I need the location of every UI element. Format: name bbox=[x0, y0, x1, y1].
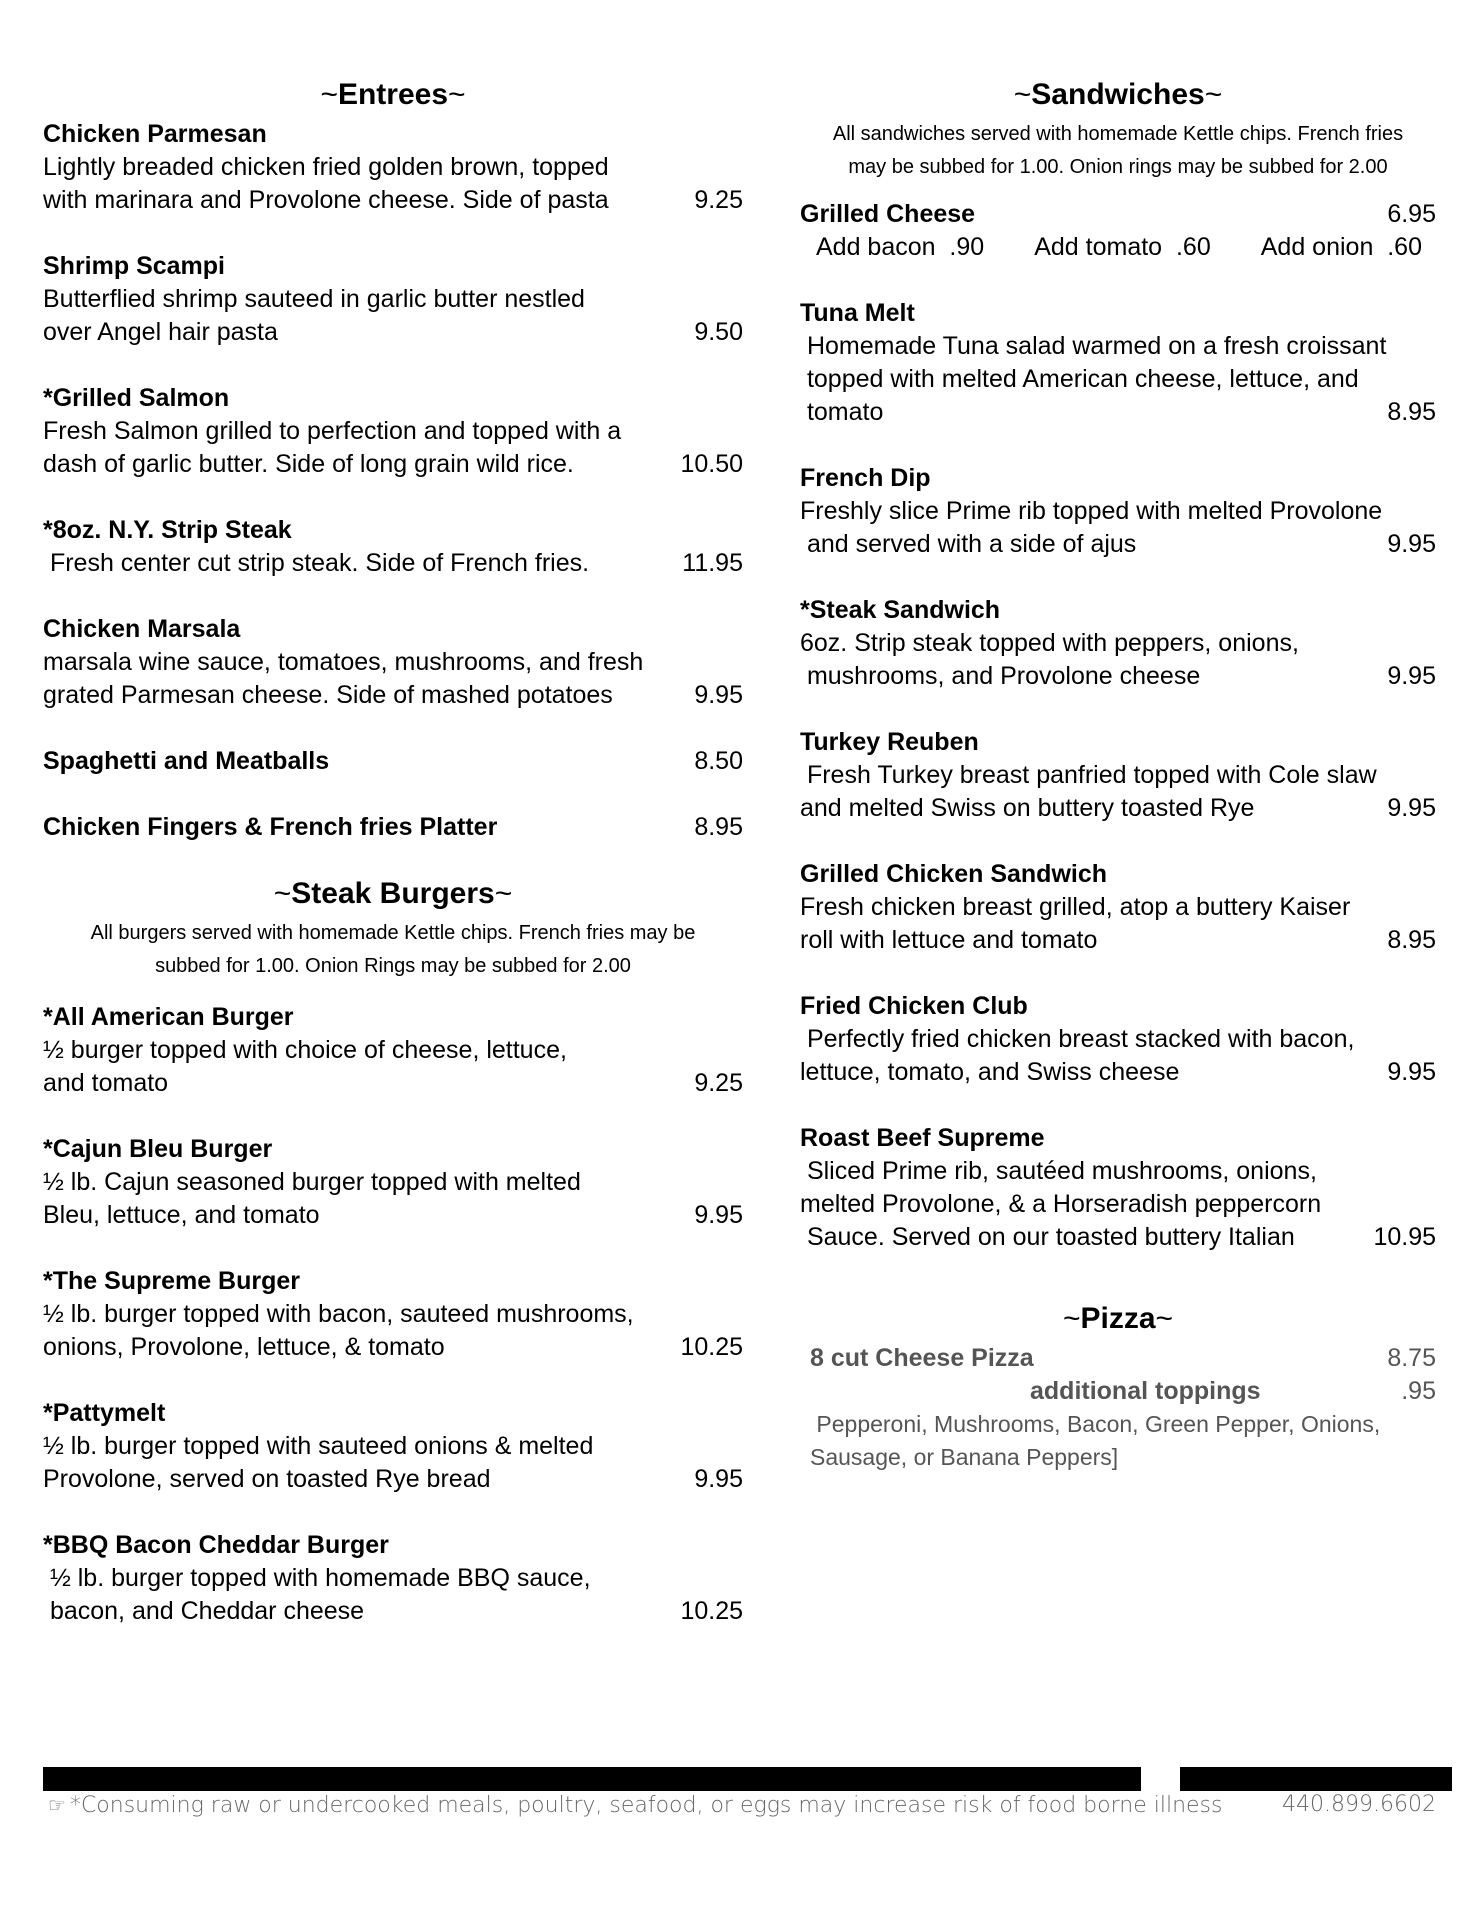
item-name: *All American Burger bbox=[43, 1003, 294, 1031]
item-price: 10.95 bbox=[1373, 1223, 1436, 1251]
item-name: Fried Chicken Club bbox=[800, 992, 1028, 1020]
item-description: Provolone, served on toasted Rye bread bbox=[43, 1465, 491, 1493]
item-description: 6oz. Strip steak topped with peppers, onions, bbox=[800, 629, 1299, 657]
item-description: Sliced Prime rib, sautéed mushrooms, onions, bbox=[800, 1157, 1317, 1185]
item-name: Turkey Reuben bbox=[800, 728, 979, 756]
item-description: marsala wine sauce, tomatoes, mushrooms, and fresh bbox=[43, 648, 644, 676]
item-description: Fresh Salmon grilled to perfection and topped with a bbox=[43, 417, 622, 445]
item-price: 9.50 bbox=[694, 318, 743, 346]
item-price: 8.95 bbox=[1387, 926, 1436, 954]
item-name: Shrimp Scampi bbox=[43, 252, 225, 280]
footer-bar-left bbox=[43, 1767, 1141, 1791]
item-description: onions, Provolone, lettuce, & tomato bbox=[43, 1333, 445, 1361]
note-line: subbed for 1.00. Onion Rings may be subbed for 2.00 bbox=[155, 955, 631, 977]
menu-item bbox=[800, 297, 1436, 429]
entrees-list bbox=[43, 118, 743, 844]
item-description: and served with a side of ajus bbox=[800, 530, 1137, 558]
note-line: All sandwiches served with homemade Kettle chips. French fries bbox=[832, 123, 1404, 145]
item-description: ½ lb. burger topped with bacon, sauteed mushrooms, bbox=[43, 1300, 634, 1328]
item-price: 10.25 bbox=[680, 1333, 743, 1361]
pizza-item bbox=[800, 1342, 1436, 1474]
pizza-title: ~Pizza~ bbox=[1062, 1302, 1174, 1335]
item-price: 11.95 bbox=[682, 549, 743, 577]
item-description: ½ lb. burger topped with homemade BBQ sauce, bbox=[43, 1564, 591, 1592]
item-name: Grilled Cheese bbox=[800, 200, 976, 228]
pointing-hand-icon: ☞ bbox=[48, 1793, 66, 1817]
item-description: and tomato bbox=[43, 1069, 169, 1097]
item-price: 9.95 bbox=[694, 681, 743, 709]
menu-item bbox=[800, 990, 1436, 1089]
item-description: bacon, and Cheddar cheese bbox=[43, 1597, 365, 1625]
item-name: Chicken Marsala bbox=[43, 615, 241, 643]
item-name: Tuna Melt bbox=[800, 299, 915, 327]
item-description: melted Provolone, & a Horseradish peppercorn bbox=[800, 1190, 1322, 1218]
item-name: *Cajun Bleu Burger bbox=[43, 1135, 273, 1163]
item-price: 9.95 bbox=[694, 1201, 743, 1229]
sandwiches-title: ~Sandwiches~ bbox=[1013, 78, 1223, 111]
item-name: *Grilled Salmon bbox=[43, 384, 230, 412]
item-price: 10.50 bbox=[680, 450, 743, 478]
footer-bar-right bbox=[1180, 1767, 1452, 1791]
item-name: *The Supreme Burger bbox=[43, 1267, 301, 1295]
item-price: 6.95 bbox=[1387, 200, 1436, 228]
item-description: Freshly slice Prime rib topped with melted Provolone bbox=[800, 497, 1383, 525]
item-description: Homemade Tuna salad warmed on a fresh croissant bbox=[800, 332, 1387, 360]
item-price: 9.95 bbox=[1387, 1058, 1436, 1086]
item-price: 9.95 bbox=[1387, 530, 1436, 558]
item-name: Grilled Chicken Sandwich bbox=[800, 860, 1108, 888]
item-name: French Dip bbox=[800, 464, 931, 492]
addon-tomato: Add tomato .60 bbox=[1034, 233, 1211, 261]
item-description: grated Parmesan cheese. Side of mashed potatoes bbox=[43, 681, 613, 709]
menu-item bbox=[43, 382, 743, 481]
item-description: and melted Swiss on buttery toasted Rye bbox=[800, 794, 1255, 822]
menu-item bbox=[800, 462, 1436, 561]
item-description: Butterflied shrimp sauteed in garlic butter nestled bbox=[43, 285, 585, 313]
menu-item bbox=[800, 1122, 1436, 1254]
item-description: Perfectly fried chicken breast stacked with bacon, bbox=[800, 1025, 1355, 1053]
footer-disclaimer bbox=[48, 1790, 1222, 1821]
menu-item bbox=[43, 811, 743, 844]
toppings-price: .95 bbox=[1401, 1377, 1436, 1405]
menu-item bbox=[43, 1265, 743, 1364]
item-price: 9.25 bbox=[694, 1069, 743, 1097]
footer-phone: 440.899.6602 bbox=[1282, 1792, 1436, 1817]
disclaimer-text: *Consuming raw or undercooked meals, poultry, seafood, or eggs may increase risk of food borne illness bbox=[69, 1793, 1223, 1818]
burgers-title: ~Steak Burgers~ bbox=[273, 877, 513, 910]
item-description: ½ burger topped with choice of cheese, lettuce, bbox=[43, 1036, 567, 1064]
toppings-list bbox=[800, 1408, 1436, 1474]
pizza-price: 8.75 bbox=[1387, 1344, 1436, 1372]
item-price: 9.25 bbox=[694, 186, 743, 214]
item-description: roll with lettuce and tomato bbox=[800, 926, 1098, 954]
item-description: ½ lb. Cajun seasoned burger topped with melted bbox=[43, 1168, 581, 1196]
addon-bacon: Add bacon .90 bbox=[816, 233, 985, 261]
sandwiches-list bbox=[800, 297, 1436, 1254]
item-description: Fresh chicken breast grilled, atop a buttery Kaiser bbox=[800, 893, 1351, 921]
burgers-note bbox=[43, 917, 743, 983]
menu-item bbox=[800, 726, 1436, 825]
item-description: Lightly breaded chicken fried golden brown, topped bbox=[43, 153, 609, 181]
menu-item bbox=[43, 514, 743, 580]
item-description: mushrooms, and Provolone cheese bbox=[800, 662, 1201, 690]
item-description: ½ lb. burger topped with sauteed onions & melted bbox=[43, 1432, 594, 1460]
item-price: 8.95 bbox=[694, 813, 743, 841]
item-name: *8oz. N.Y. Strip Steak bbox=[43, 516, 292, 544]
item-description: topped with melted American cheese, lettuce, and bbox=[800, 365, 1359, 393]
right-column bbox=[800, 78, 1436, 1507]
item-description: lettuce, tomato, and Swiss cheese bbox=[800, 1058, 1180, 1086]
note-line: may be subbed for 1.00. Onion rings may be subbed for 2.00 bbox=[848, 156, 1388, 178]
item-price: 8.95 bbox=[1387, 398, 1436, 426]
toppings-label: additional toppings bbox=[1030, 1377, 1261, 1405]
item-name: Chicken Fingers & French fries Platter bbox=[43, 813, 498, 841]
item-price: 10.25 bbox=[680, 1597, 743, 1625]
pizza-name: 8 cut Cheese Pizza bbox=[810, 1344, 1034, 1372]
item-description: dash of garlic butter. Side of long grain wild rice. bbox=[43, 450, 574, 478]
item-name: *Steak Sandwich bbox=[800, 596, 1001, 624]
item-name: Spaghetti and Meatballs bbox=[43, 747, 330, 775]
item-name: Roast Beef Supreme bbox=[800, 1124, 1045, 1152]
grilled-cheese-addons bbox=[800, 231, 1436, 264]
menu-item bbox=[43, 1001, 743, 1100]
item-name: *Pattymelt bbox=[43, 1399, 166, 1427]
item-description: Bleu, lettuce, and tomato bbox=[43, 1201, 320, 1229]
item-description: with marinara and Provolone cheese. Side of pasta bbox=[43, 186, 609, 214]
item-price: 9.95 bbox=[1387, 662, 1436, 690]
menu-item bbox=[800, 858, 1436, 957]
addon-onion: Add onion .60 bbox=[1260, 233, 1422, 261]
item-description: over Angel hair pasta bbox=[43, 318, 278, 346]
menu-item bbox=[43, 250, 743, 349]
item-name: Chicken Parmesan bbox=[43, 120, 267, 148]
menu-item bbox=[43, 1133, 743, 1232]
burgers-list bbox=[43, 1001, 743, 1628]
item-description: Fresh Turkey breast panfried topped with Cole slaw bbox=[800, 761, 1377, 789]
item-price: 8.50 bbox=[694, 747, 743, 775]
toppings-line: Pepperoni, Mushrooms, Bacon, Green Pepper, Onions, bbox=[810, 1411, 1381, 1437]
menu-item bbox=[43, 118, 743, 217]
item-description: tomato bbox=[800, 398, 884, 426]
note-line: All burgers served with homemade Kettle chips. French fries may be bbox=[90, 922, 696, 944]
menu-item bbox=[43, 745, 743, 778]
item-price: 9.95 bbox=[1387, 794, 1436, 822]
menu-item bbox=[43, 1529, 743, 1628]
entrees-title: ~Entrees~ bbox=[320, 78, 466, 111]
item-name: *BBQ Bacon Cheddar Burger bbox=[43, 1531, 389, 1559]
item-description: Sauce. Served on our toasted buttery Italian bbox=[800, 1223, 1295, 1251]
grilled-cheese-item bbox=[800, 198, 1436, 264]
item-price: 9.95 bbox=[694, 1465, 743, 1493]
left-column bbox=[43, 78, 743, 1661]
item-description: Fresh center cut strip steak. Side of French fries. bbox=[43, 549, 590, 577]
menu-item bbox=[43, 1397, 743, 1496]
toppings-line: Sausage, or Banana Peppers] bbox=[810, 1444, 1119, 1470]
sandwiches-note bbox=[800, 118, 1436, 184]
menu-item bbox=[43, 613, 743, 712]
menu-item bbox=[800, 594, 1436, 693]
